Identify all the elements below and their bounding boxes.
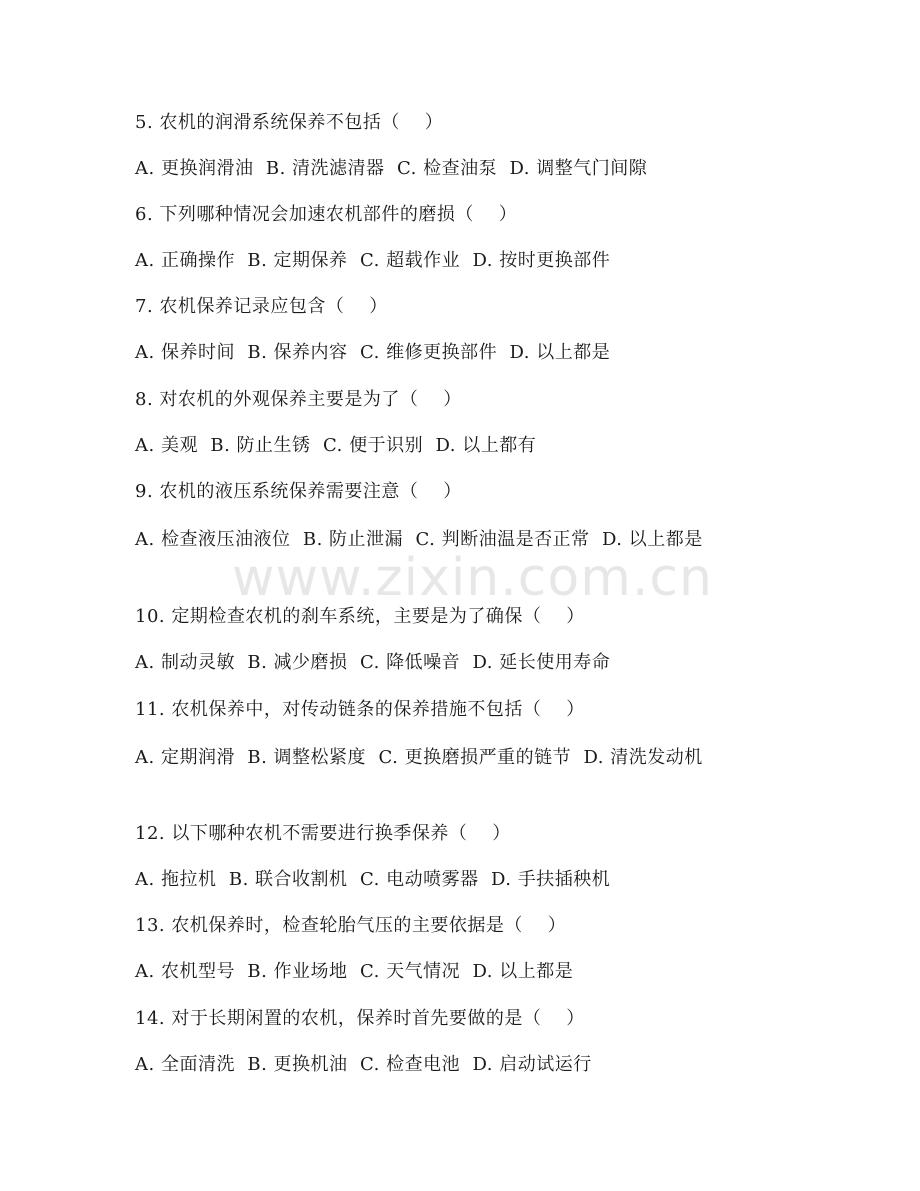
question-8: 8. 对农机的外观保养主要是为了（ ） xyxy=(135,389,462,410)
question-12: 12. 以下哪种农机不需要进行换季保养（ ） xyxy=(135,823,511,844)
question-14: 14. 对于长期闲置的农机，保养时首先要做的是（ ） xyxy=(135,1008,585,1029)
options-9: A. 检查液压油液位 B. 防止泄漏 C. 判断油温是否正常 D. 以上都是 xyxy=(135,529,703,550)
question-9: 9. 农机的液压系统保养需要注意（ ） xyxy=(135,481,462,502)
question-13: 13. 农机保养时，检查轮胎气压的主要依据是（ ） xyxy=(135,915,567,936)
question-5: 5. 农机的润滑系统保养不包括（ ） xyxy=(135,112,444,133)
options-14: A. 全面清洗 B. 更换机油 C. 检查电池 D. 启动试运行 xyxy=(135,1054,592,1075)
options-12: A. 拖拉机 B. 联合收割机 C. 电动喷雾器 D. 手扶插秧机 xyxy=(135,869,611,890)
options-5: A. 更换润滑油 B. 清洗滤清器 C. 检查油泵 D. 调整气门间隙 xyxy=(135,158,648,179)
question-10: 10. 定期检查农机的刹车系统，主要是为了确保（ ） xyxy=(135,606,585,627)
options-7: A. 保养时间 B. 保养内容 C. 维修更换部件 D. 以上都是 xyxy=(135,342,611,363)
options-6: A. 正确操作 B. 定期保养 C. 超载作业 D. 按时更换部件 xyxy=(135,250,611,271)
question-6: 6. 下列哪种情况会加速农机部件的磨损（ ） xyxy=(135,204,518,225)
options-13: A. 农机型号 B. 作业场地 C. 天气情况 D. 以上都是 xyxy=(135,961,574,982)
options-8: A. 美观 B. 防止生锈 C. 便于识别 D. 以上都有 xyxy=(135,435,537,456)
options-10: A. 制动灵敏 B. 减少磨损 C. 降低噪音 D. 延长使用寿命 xyxy=(135,652,611,673)
question-7: 7. 农机保养记录应包含（ ） xyxy=(135,296,388,317)
options-11: A. 定期润滑 B. 调整松紧度 C. 更换磨损严重的链节 D. 清洗发动机 xyxy=(135,747,703,768)
watermark-text: www.zixin.com.cn xyxy=(232,548,713,608)
question-11: 11. 农机保养中，对传动链条的保养措施不包括（ ） xyxy=(135,699,585,720)
